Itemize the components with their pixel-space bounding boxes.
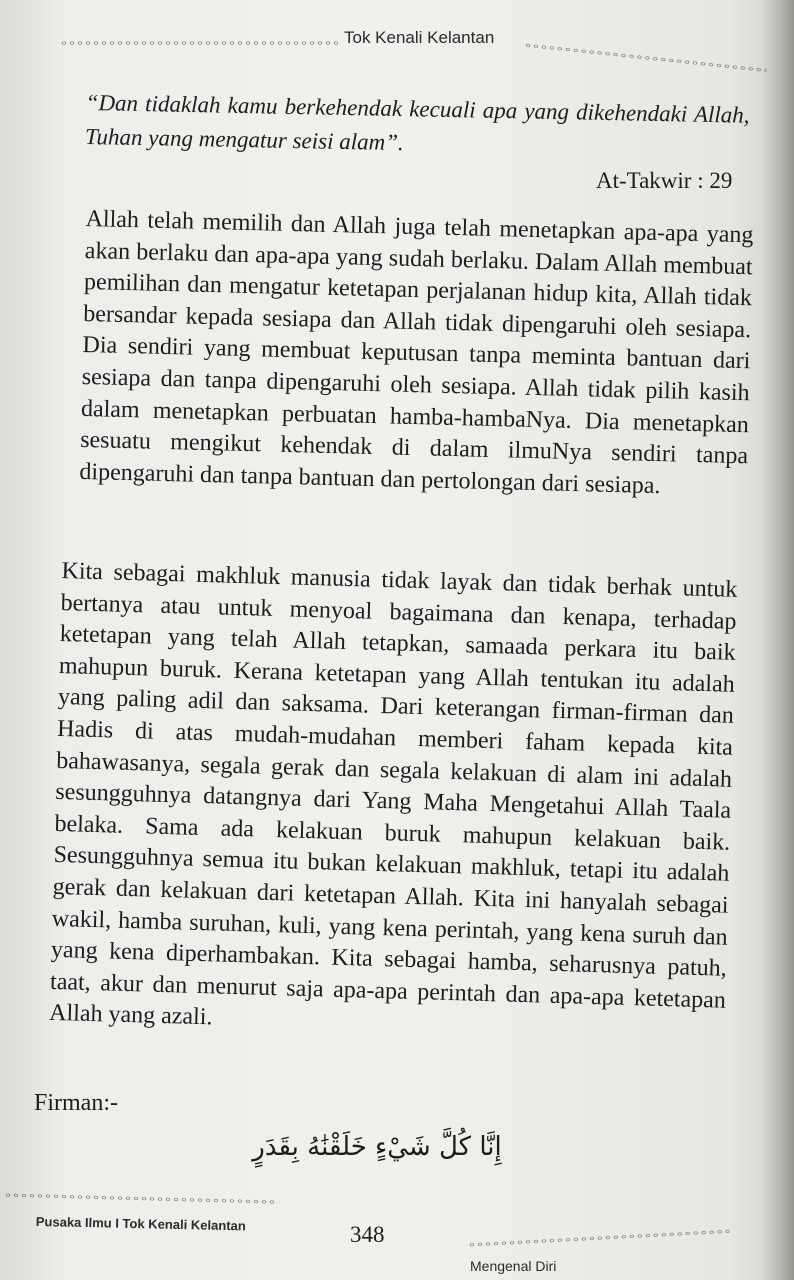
quoted-verse: “Dan tidaklah kamu berkehendak kecuali apa yang dikehendaki Allah, Tuhan yang mengatur seisi alam”. — [84, 89, 750, 156]
header-ornament-left — [60, 38, 338, 48]
footer-book-title: Pusaka Ilmu I Tok Kenali Kelantan — [35, 1214, 246, 1234]
header-ornament-right — [523, 40, 767, 75]
running-header-title: Tok Kenali Kelantan — [344, 28, 495, 47]
body-paragraph-2: Kita sebagai makhluk manusia tidak layak dan tidak berhak untuk bertanya atau untuk menyoal bagaimana dan kenapa, terhadap ketetapan yang telah Allah tetapkan, samaada perkara itu baik mahupun buruk. Kerana ketetapan yang Allah tentukan itu adalah yang paling adil dan saksama. Dari keterangan firman-firman dan Hadis di atas mudah-mudahan memberi faham kepada kita bahawasanya, segala gerak dan segala kelakuan di alam ini adalah sesungguhnya datangnya dari Yang Maha Mengetahui Allah Taala belaka. Sama ada kelakuan buruk mahupun kelakuan baik. Sesungguhnya semua itu bukan kelakuan makhluk, tetapi itu adalah gerak dan kelakuan dari ketetapan Allah. Kita ini hanyalah sebagai wakil, hamba suruhan, kuli, yang kena perintah, yang kena suruh dan yang kena diperhambakan. Kita sebagai hamba, seharusnya patuh, taat, akur dan menurut saja apa-apa perintah dan apa-apa ketetapan Allah yang azali. — [48, 557, 738, 1031]
footer-chapter-title: Mengenal Diri — [470, 1258, 557, 1274]
page-number: 348 — [350, 1222, 385, 1247]
firman-label: Firman:- — [34, 1090, 118, 1116]
footer-ornament-left — [4, 1190, 276, 1207]
verse-reference: At-Takwir : 29 — [596, 168, 733, 193]
body-paragraph-1: Allah telah memilih dan Allah juga telah menetapkan apa-apa yang akan berlaku dan apa-apa yang sudah berlaku. Dalam Allah membuat pemilihan dan mengatur ketetapan perjalanan hidup kita, Allah tidak bersandar kepada sesiapa dan Allah tidak dipengaruhi oleh sesiapa. Dia sendiri yang membuat keputusan tanpa meminta bantuan dari sesiapa dan tanpa dipengaruhi oleh sesiapa. Allah tidak pilih kasih dalam menetapkan perbuatan hamba-hambaNya. Dia menetapkan sesuatu mengikut kehendak di dalam ilmuNya sendiri tanpa dipengaruhi dan tanpa bantuan dan pertolongan dari sesiapa. — [79, 205, 754, 499]
footer-ornament-right — [468, 1226, 730, 1250]
arabic-verse: إِنَّا كُلَّ شَيْءٍ خَلَقْنَٰهُ بِقَدَرٍ — [252, 1132, 502, 1162]
book-spine-shadow — [760, 0, 794, 1280]
